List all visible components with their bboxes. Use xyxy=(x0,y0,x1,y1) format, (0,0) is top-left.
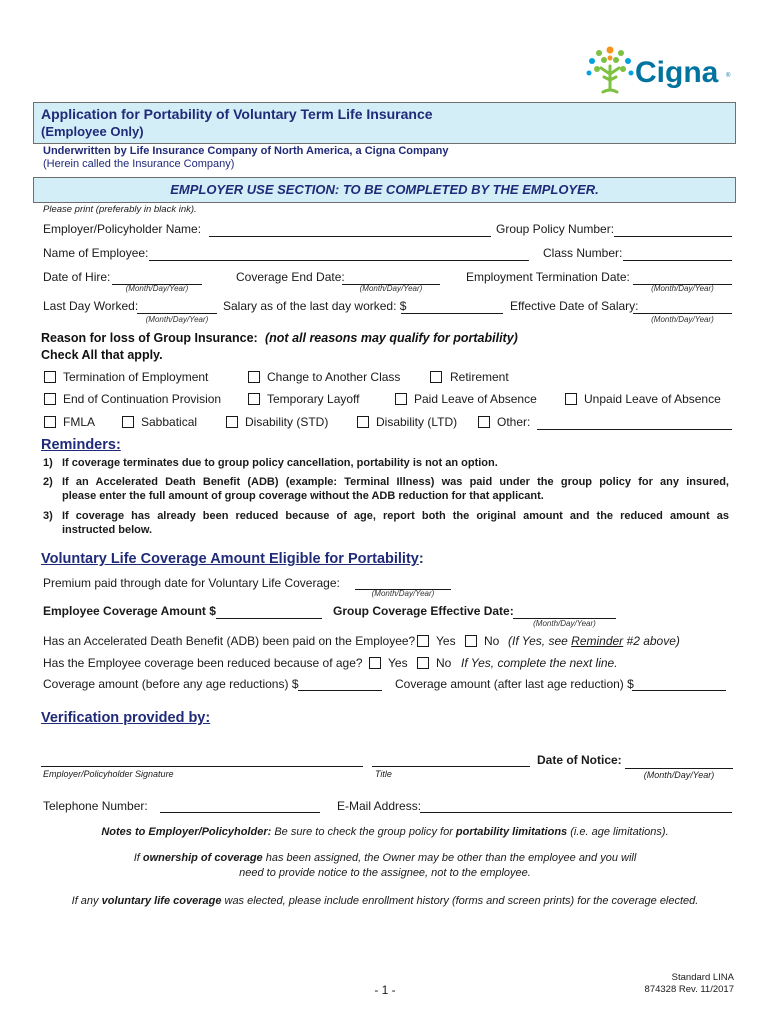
note-2-b: ownership of coverage xyxy=(142,852,263,864)
class-number-label: Class Number: xyxy=(543,246,623,260)
email-label: E-Mail Address: xyxy=(337,799,422,813)
adb-note xyxy=(508,634,680,648)
group-policy-field[interactable] xyxy=(614,236,732,237)
employment-termination-label: Employment Termination Date: xyxy=(466,270,630,284)
reminder-2-text-1: If an Accelerated Death Benefit (ADB) (example: Terminal Illness) was paid under the group policy for any insured, xyxy=(62,476,729,488)
employee-name-label: Name of Employee: xyxy=(43,246,149,260)
amount-before-label: Coverage amount (before any age reductions) $ xyxy=(43,677,299,691)
unpaid-leave-checkbox[interactable] xyxy=(565,393,577,405)
note-3-c: was elected, please include enrollment history (forms and screen prints) for the coverage elected. xyxy=(221,895,699,907)
adb-yes-label: Yes xyxy=(436,634,456,648)
date-of-notice-field[interactable] xyxy=(625,768,733,769)
adb-note-pre: (If Yes, see xyxy=(508,634,572,648)
tree-icon xyxy=(585,44,635,100)
employer-name-field[interactable] xyxy=(209,236,491,237)
employer-name-label: Employer/Policyholder Name: xyxy=(43,222,202,236)
date-of-hire-hint: (Month/Day/Year) xyxy=(125,284,189,293)
effective-date-salary-field[interactable] xyxy=(633,313,732,314)
reduced-yes-checkbox[interactable] xyxy=(369,657,381,669)
continuation-checkbox[interactable] xyxy=(44,393,56,405)
note-2-a: If xyxy=(133,852,143,864)
cigna-logo xyxy=(585,44,735,100)
premium-paid-label: Premium paid through date for Voluntary Life Coverage: xyxy=(43,576,340,590)
adb-note-link: Reminder xyxy=(571,634,624,648)
adb-question: Has an Accelerated Death Benefit (ADB) been paid on the Employee? xyxy=(43,634,416,648)
other-field[interactable] xyxy=(537,429,732,430)
employment-termination-hint: (Month/Day/Year) xyxy=(651,284,714,293)
reminder-3-num: 3) xyxy=(43,510,53,522)
check-all-label: Check All that apply. xyxy=(41,348,163,362)
print-note: Please print (preferably in black ink). xyxy=(43,204,197,215)
note-2-line-1 xyxy=(0,852,770,864)
change-class-label: Change to Another Class xyxy=(267,370,401,384)
page-number: - 1 - xyxy=(374,983,396,997)
note-1-d: (i.e. age limitations). xyxy=(567,826,669,838)
underwritten-text: Underwritten by Life Insurance Company of North America, a Cigna Company xyxy=(43,145,449,157)
title-label: Title xyxy=(375,769,392,779)
reminder-3-text-1: If coverage has already been reduced because of age, report both the original amount and the reduced amount as xyxy=(62,510,729,522)
sabbatical-label: Sabbatical xyxy=(141,415,198,429)
date-of-hire-label: Date of Hire: xyxy=(43,270,111,284)
reason-heading: Reason for loss of Group Insurance: xyxy=(41,331,258,345)
title-field[interactable] xyxy=(372,766,530,767)
unpaid-leave-label: Unpaid Leave of Absence xyxy=(584,392,721,406)
disability-std-checkbox[interactable] xyxy=(226,416,238,428)
coverage-end-hint: (Month/Day/Year) xyxy=(359,284,423,293)
reminder-1-text: If coverage terminates due to group policy cancellation, portability is not an option. xyxy=(62,457,498,469)
group-policy-label: Group Policy Number: xyxy=(496,222,615,236)
telephone-field[interactable] xyxy=(160,812,320,813)
email-field[interactable] xyxy=(420,812,732,813)
employee-amount-field[interactable] xyxy=(216,618,322,619)
amount-before-field[interactable] xyxy=(298,690,382,691)
adb-note-post: #2 above) xyxy=(623,634,680,648)
page-subtitle: (Employee Only) xyxy=(41,124,144,139)
reduced-no-label: No xyxy=(436,656,452,670)
fmla-label: FMLA xyxy=(63,415,96,429)
note-2-c: has been assigned, the Owner may be other than the employee and you will xyxy=(262,852,637,864)
coverage-heading xyxy=(41,550,424,568)
standard-lina: Standard LINA xyxy=(671,972,734,983)
paid-leave-label: Paid Leave of Absence xyxy=(414,392,537,406)
telephone-label: Telephone Number: xyxy=(43,799,148,813)
employee-name-field[interactable] xyxy=(149,260,529,261)
reason-heading-note: (not all reasons may qualify for portability) xyxy=(265,331,518,345)
reduced-no-checkbox[interactable] xyxy=(417,657,429,669)
retirement-label: Retirement xyxy=(450,370,509,384)
disability-ltd-label: Disability (LTD) xyxy=(376,415,458,429)
last-day-worked-field[interactable] xyxy=(137,313,217,314)
class-number-field[interactable] xyxy=(623,260,732,261)
employee-amount-label: Employee Coverage Amount $ xyxy=(43,604,216,618)
paid-leave-checkbox[interactable] xyxy=(395,393,407,405)
date-of-notice-hint: (Month/Day/Year) xyxy=(643,770,715,780)
cigna-wordmark: Cigna xyxy=(635,56,719,89)
disability-ltd-checkbox[interactable] xyxy=(357,416,369,428)
premium-paid-hint: (Month/Day/Year) xyxy=(371,589,435,598)
note-1-c: portability limitations xyxy=(455,826,568,838)
retirement-checkbox[interactable] xyxy=(430,371,442,383)
note-2-line-2: need to provide notice to the assignee, not to the employee. xyxy=(239,867,531,879)
adb-no-checkbox[interactable] xyxy=(465,635,477,647)
note-1-a: Be sure to check the group policy for xyxy=(271,826,456,838)
reduced-question: Has the Employee coverage been reduced because of age? xyxy=(43,656,363,670)
date-of-notice-label: Date of Notice: xyxy=(537,753,622,767)
signature-label: Employer/Policyholder Signature xyxy=(43,769,174,779)
coverage-heading-text: Voluntary Life Coverage Amount Eligible for Portability xyxy=(41,551,419,567)
note-1-bold: Notes to Employer/Policyholder: xyxy=(101,826,272,838)
reminder-2-num: 2) xyxy=(43,476,53,488)
page-title: Application for Portability of Voluntary Term Life Insurance xyxy=(41,106,433,122)
reduced-note: If Yes, complete the next line. xyxy=(461,656,618,670)
other-label: Other: xyxy=(497,415,531,429)
group-effective-hint: (Month/Day/Year) xyxy=(533,619,596,628)
termination-checkbox[interactable] xyxy=(44,371,56,383)
employer-section-bar xyxy=(33,177,736,203)
form-number: 874328 Rev. 11/2017 xyxy=(644,984,734,995)
amount-after-label: Coverage amount (after last age reduction) $ xyxy=(395,677,634,691)
reminder-1-num: 1) xyxy=(43,457,53,469)
verification-heading: Verification provided by: xyxy=(41,710,211,726)
change-class-checkbox[interactable] xyxy=(248,371,260,383)
salary-field[interactable] xyxy=(401,313,503,314)
coverage-heading-colon: : xyxy=(418,551,424,567)
title-box xyxy=(33,102,736,144)
reminder-2-text-2: please enter the full amount of group coverage without the ADB reduction for that applicant. xyxy=(62,490,544,502)
reduced-yes-label: Yes xyxy=(388,656,408,670)
reminders-heading: Reminders: xyxy=(41,437,121,453)
continuation-label: End of Continuation Provision xyxy=(63,392,222,406)
last-day-worked-hint: (Month/Day/Year) xyxy=(145,315,209,324)
coverage-end-label: Coverage End Date: xyxy=(236,270,345,284)
reminder-3-text-2: instructed below. xyxy=(62,524,153,536)
adb-no-label: No xyxy=(484,634,500,648)
last-day-worked-label: Last Day Worked: xyxy=(43,299,139,313)
salary-label: Salary as of the last day worked: $ xyxy=(223,299,407,313)
effective-date-salary-label: Effective Date of Salary: xyxy=(510,299,639,313)
temporary-layoff-label: Temporary Layoff xyxy=(267,392,360,406)
temporary-layoff-checkbox[interactable] xyxy=(248,393,260,405)
herein-text: (Herein called the Insurance Company) xyxy=(43,158,235,170)
employer-section-title: EMPLOYER USE SECTION: TO BE COMPLETED BY THE EMPLOYER. xyxy=(170,182,599,197)
registered-mark: ® xyxy=(726,73,731,79)
other-checkbox[interactable] xyxy=(478,416,490,428)
effective-date-salary-hint: (Month/Day/Year) xyxy=(651,315,714,324)
fmla-checkbox[interactable] xyxy=(44,416,56,428)
signature-field[interactable] xyxy=(41,766,363,767)
disability-std-label: Disability (STD) xyxy=(245,415,329,429)
amount-after-field[interactable] xyxy=(632,690,726,691)
termination-label: Termination of Employment xyxy=(63,370,209,384)
adb-yes-checkbox[interactable] xyxy=(417,635,429,647)
sabbatical-checkbox[interactable] xyxy=(122,416,134,428)
note-1 xyxy=(0,826,770,838)
note-3-b: voluntary life coverage xyxy=(101,895,222,907)
note-3-a: If any xyxy=(71,895,102,907)
group-effective-label: Group Coverage Effective Date: xyxy=(333,604,514,618)
note-3 xyxy=(0,895,770,907)
